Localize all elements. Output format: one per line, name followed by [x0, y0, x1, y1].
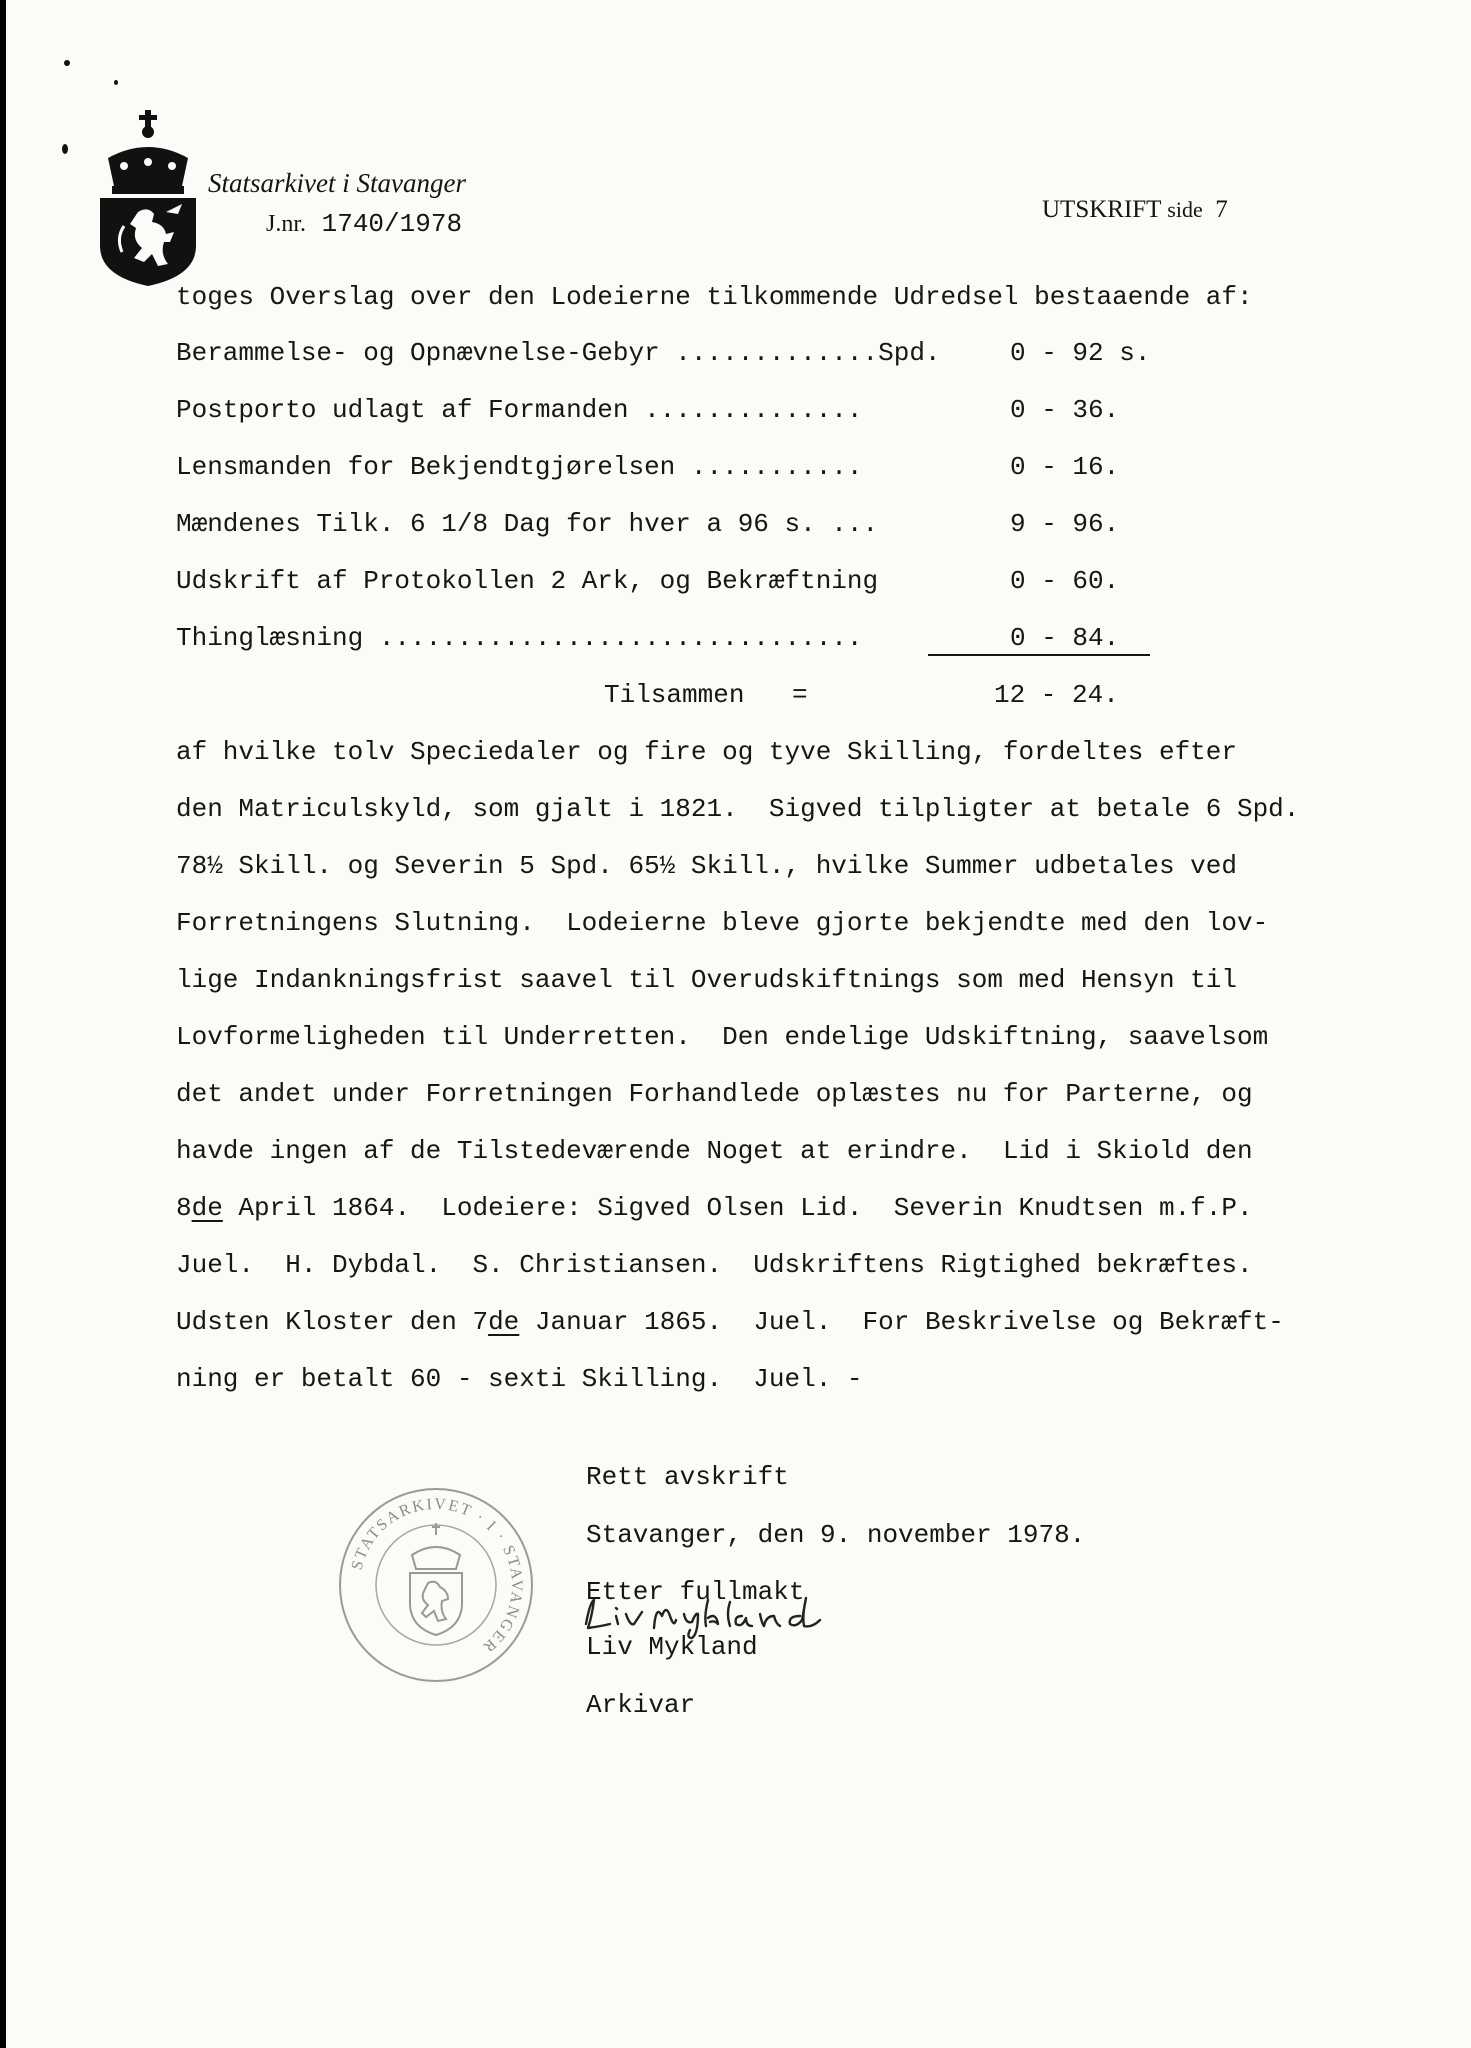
paragraph-line: Forretningens Slutning. Lodeierne bleve gjorte bekjendte med den lov-	[176, 908, 1269, 938]
paragraph-line: Juel. H. Dybdal. S. Christiansen. Udskriftens Rigtighed bekræftes.	[176, 1250, 1253, 1280]
page-number: 7	[1215, 196, 1228, 223]
fee-amount: 0 - 16.	[1010, 452, 1120, 482]
certified-copy-text: Rett avskrift	[586, 1462, 789, 1492]
journal-number-label: J.nr.	[266, 211, 307, 237]
paragraph-line: Lovformeligheden til Underretten. Den endelige Udskiftning, saavelsom	[176, 1022, 1269, 1052]
copy-label: UTSKRIFT	[1042, 196, 1162, 223]
journal-number-value: 1740/1978	[321, 209, 463, 239]
archive-stamp	[336, 1485, 536, 1685]
fee-label: Mændenes Tilk. 6 1/8 Dag for hver a 96 s. ...	[176, 509, 879, 539]
fee-label: Berammelse- og Opnævnelse-Gebyr .............Spd.	[176, 338, 941, 368]
total-equals: =	[792, 680, 808, 710]
line-text: Januar 1865. Juel. For Beskrivelse og Bekræft-	[519, 1307, 1284, 1337]
copy-page-heading	[1042, 196, 1228, 224]
side-label: side	[1167, 197, 1203, 222]
signer-title: Arkivar	[586, 1690, 696, 1720]
journal-number	[266, 209, 462, 239]
paragraph-line: havde ingen af de Tilstedeværende Noget at erindre. Lid i Skiold den	[176, 1136, 1253, 1166]
institution-name: Statsarkivet i Stavanger	[208, 168, 466, 198]
intro-line: toges Overslag over den Lodeierne tilkommende Udredsel bestaaende af:	[176, 282, 1253, 312]
svg-text:STATSARKIVET · I · STAVANGER: STATSARKIVET · I · STAVANGER	[348, 1495, 526, 1657]
scan-speck	[64, 60, 70, 66]
date-day: 8	[176, 1193, 192, 1223]
fee-label: Lensmanden for Bekjendtgjørelsen ...........	[176, 452, 863, 482]
fee-label: Thinglæsning ...............................	[176, 623, 863, 653]
paragraph-line: den Matriculskyld, som gjalt i 1821. Sigved tilpligter at betale 6 Spd.	[176, 794, 1300, 824]
fee-amount: 0 - 36.	[1010, 395, 1120, 425]
scan-speck	[114, 80, 118, 85]
fee-label: Udskrift af Protokollen 2 Ark, og Bekræftning	[176, 566, 879, 596]
paragraph-line: lige Indankningsfrist saavel til Overudskiftnings som med Hensyn til	[176, 965, 1237, 995]
paragraph-line: ning er betalt 60 - sexti Skilling. Juel. -	[176, 1364, 863, 1394]
coat-of-arms-icon	[94, 108, 202, 288]
place-date: Stavanger, den 9. november 1978.	[586, 1520, 1086, 1550]
ordinal-suffix: de	[488, 1307, 520, 1337]
paragraph-line: af hvilke tolv Speciedaler og fire og tyve Skilling, fordeltes efter	[176, 737, 1237, 767]
line-text: April 1864. Lodeiere: Sigved Olsen Lid. Severin Knudtsen m.f.P.	[222, 1193, 1253, 1223]
fee-amount: 0 - 84.	[1010, 623, 1120, 653]
total-label: Tilsammen	[604, 680, 745, 710]
paragraph-line	[176, 1193, 1253, 1223]
fee-amount: 0 - 60.	[1010, 566, 1120, 596]
fee-amount: 0 - 92 s.	[1010, 338, 1151, 368]
authority-text: Etter fullmakt	[586, 1577, 805, 1607]
scan-speck	[62, 144, 68, 154]
fee-amount: 9 - 96.	[1010, 509, 1120, 539]
line-text: Udsten Kloster den 7	[176, 1307, 489, 1337]
total-amount: 12 - 24.	[994, 680, 1119, 710]
ordinal-suffix: de	[191, 1193, 223, 1223]
document-page	[6, 0, 1471, 2048]
paragraph-line: det andet under Forretningen Forhandlede oplæstes nu for Parterne, og	[176, 1079, 1253, 1109]
paragraph-line: 78½ Skill. og Severin 5 Spd. 65½ Skill., hvilke Summer udbetales ved	[176, 851, 1237, 881]
sum-rule	[928, 654, 1150, 656]
fee-label: Postporto udlagt af Formanden ..............	[176, 395, 863, 425]
paragraph-line	[176, 1307, 1284, 1337]
signer-name: Liv Mykland	[586, 1632, 758, 1662]
